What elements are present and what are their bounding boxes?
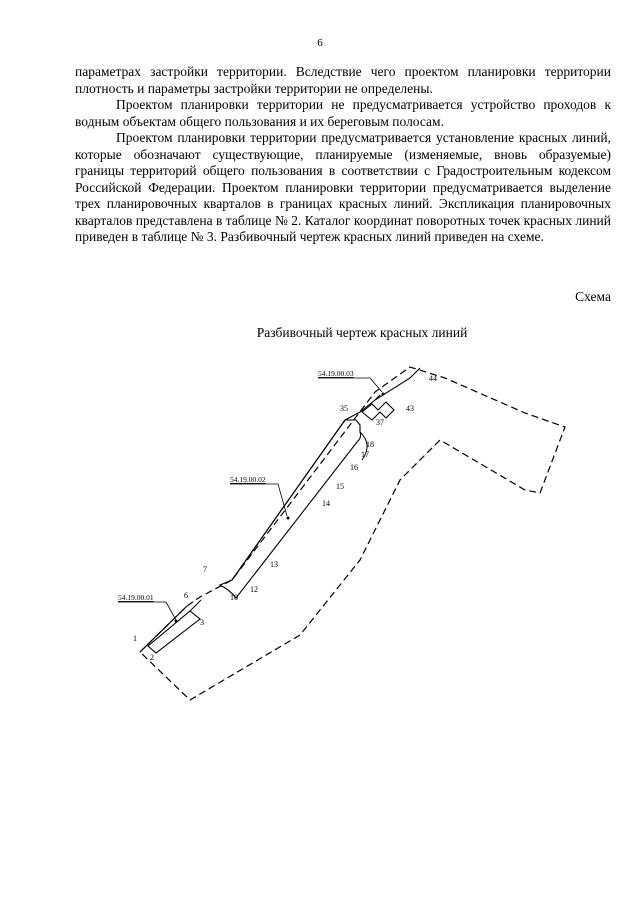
paragraph: Проектом планировки территории не предусматривается устройство проходов к водным объектам общего пользования и их береговым полосам. xyxy=(75,97,611,129)
point-label: 16 xyxy=(350,463,358,472)
quarter-label: 54.19.00.01 xyxy=(118,593,154,602)
point-label: 37 xyxy=(376,418,384,427)
point-label: 14 xyxy=(322,499,330,508)
quarter-marker xyxy=(175,620,178,623)
quarter-marker xyxy=(382,393,385,396)
point-label: 3 xyxy=(200,618,204,627)
point-label: 15 xyxy=(336,482,344,491)
point-label: 6 xyxy=(184,591,188,600)
quarter-02-outline xyxy=(220,420,361,598)
leader-line xyxy=(230,484,287,516)
leader-line xyxy=(318,378,382,392)
red-line-segment xyxy=(375,368,420,400)
point-label: 2 xyxy=(150,653,154,662)
schema-label: Схема xyxy=(575,289,611,304)
point-label: 12 xyxy=(250,585,258,594)
red-line-segment xyxy=(140,606,187,652)
quarter-marker xyxy=(287,517,290,520)
paragraph: Проектом планировки территории предусматривается установление красных линий, которые обозначают существующие, планируемые (изменяемые, вновь образуемые) границы территорий общего пользования в соответствии с Градостроительным кодексом Российской Федерации. Проектом планировки территории предусматривается выделение трех планировочных кварталов в границах красных линий. Экспликация планировочных кварталов представлена в таблице № 2. Каталог координат поворотных точек красных линий приведен в таблице № 3. Разбивочный чертеж красных линий приведен на схеме. xyxy=(75,130,611,244)
point-label: 35 xyxy=(340,404,348,413)
point-label: 18 xyxy=(366,440,374,449)
territory-boundary xyxy=(140,367,565,700)
quarter-label: 54.19.00.03 xyxy=(318,369,354,378)
point-label: 7 xyxy=(203,565,207,574)
red-line-segment xyxy=(190,600,201,611)
point-label: 43 xyxy=(406,404,414,413)
paragraph: параметрах застройки территории. Вследствие чего проектом планировки территории плотность и параметры застройки территории не определены. xyxy=(75,64,611,96)
leader-line xyxy=(118,602,176,620)
point-label: 13 xyxy=(270,560,278,569)
quarter-label: 54.19.00.02 xyxy=(230,475,266,484)
point-label: 17 xyxy=(361,450,369,459)
body-text xyxy=(75,64,611,246)
red-line-segment xyxy=(345,400,375,420)
page-number: 6 xyxy=(317,37,323,49)
point-label: 44 xyxy=(429,374,437,383)
point-label: 10 xyxy=(230,593,238,602)
point-label: 1 xyxy=(133,634,137,643)
red-lines-drawing xyxy=(110,355,580,715)
quarter-01-outline xyxy=(148,611,200,653)
schema-title: Разбивочный чертеж красных линий xyxy=(256,325,468,340)
